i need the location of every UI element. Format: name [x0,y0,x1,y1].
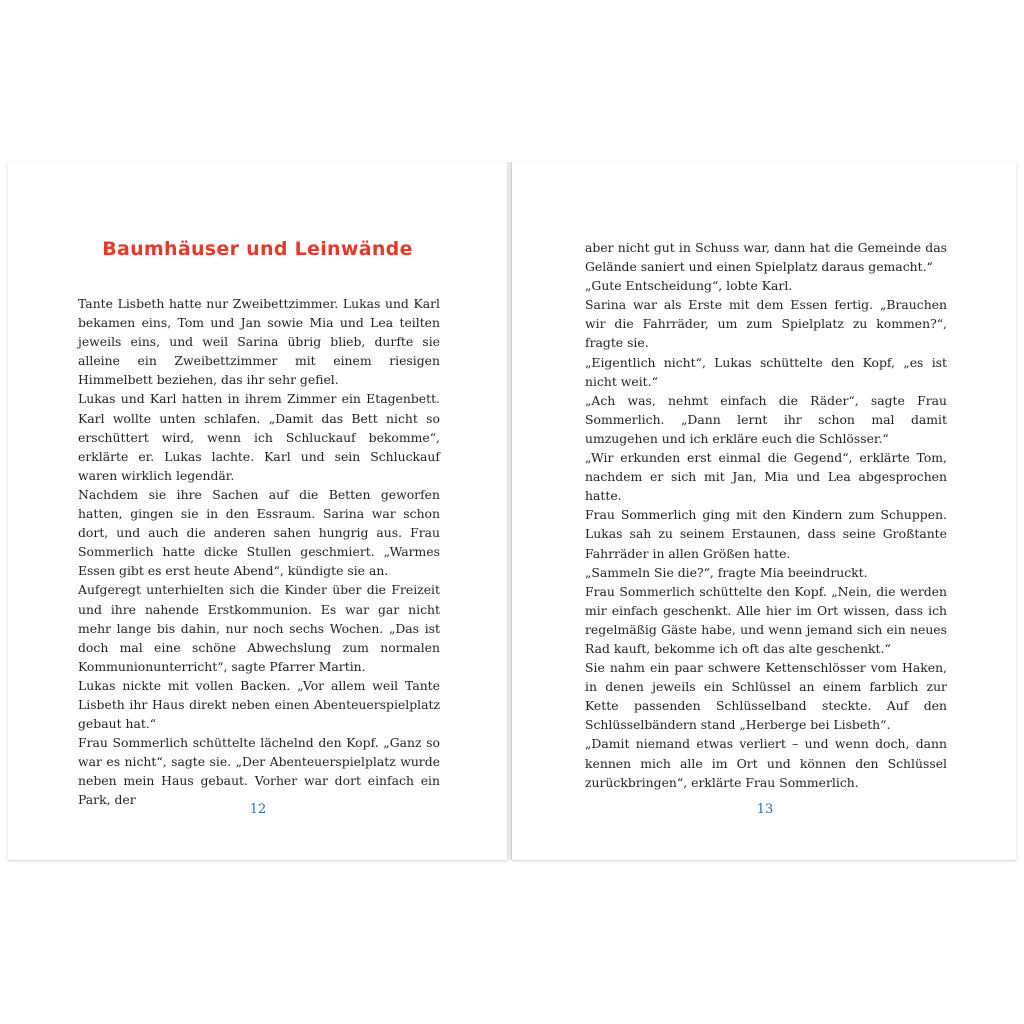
paragraph: Frau Sommerlich schüttelte den Kopf. „Nein, die werden mir einfach geschenkt. Alle hier im Ort wissen, dass ich regelmäßig Gäste habe, und wenn jemand sich ein neues Rad kauft, bekomme ich oft das alte geschenkt.“ [585,583,947,656]
paragraph: Lukas nickte mit vollen Backen. „Vor allem weil Tante Lisbeth ihr Haus direkt neben einen Abenteuerspielplatz gebaut hat.“ [78,677,440,732]
paragraph: Sarina war als Erste mit dem Essen fertig. „Brauchen wir die Fahrräder, um zum Spielplatz zu kommen?“, fragte sie. [585,297,947,351]
paragraph: „Damit niemand etwas verliert – und wenn doch, dann kennen mich alle im Ort und können den Schlüssel zurückbringen“, erklärte Frau Sommerlich. [585,736,947,790]
left-page [8,162,507,860]
paragraph: „Sammeln Sie die?“, fragte Mia beeindruckt. [585,564,868,580]
paragraph: „Ach was, nehmt einfach die Räder“, sagte Frau Sommerlich. „Dann lernt ihr schon mal damit umzugehen und ich erkläre euch die Schlösser.“ [585,392,947,446]
page-number-right: 13 [756,802,774,817]
paragraph: Frau Sommerlich ging mit den Kindern zum Schuppen. Lukas sah zu seinem Erstaunen, dass seine Großtante Fahrräder in allen Größen hatte. [585,507,947,561]
chapter-title: Baumhäuser und Leinwände [102,238,413,260]
paragraph: Frau Sommerlich schüttelte lächelnd den Kopf. „Ganz so war es nicht“, sagte sie. „Der Abenteuerspielplatz wurde neben mein Haus gebaut. Vorher war dort einfach ein Park, der [78,735,440,808]
paragraph: Tante Lisbeth hatte nur Zweibettzimmer. Lukas und Karl bekamen eins, Tom und Jan sowie Mia und Lea teilten jeweils eins, und weil Sarina übrig blieb, durfte sie alleine ein Zweibettzimmer mit einem riesigen Himmelbett beziehen, das ihr sehr gefiel. [78,296,440,388]
right-page [512,162,1016,860]
paragraph: Nachdem sie ihre Sachen auf die Betten geworfen hatten, gingen sie in den Essraum. Sarina war schon dort, und auch die anderen sahen hungrig aus. Frau Sommerlich hatte dicke Stullen geschmiert. „Warmes Essen gibt es erst heute Abend“, kündigte sie an. [78,486,440,579]
paragraph: Aufgeregt unterhielten sich die Kinder über die Freizeit und ihre nahende Erstkommunion. Es war gar nicht mehr lange bis dahin, nur noch sechs Wochen. „Das ist doch mal eine schöne Abwechslung zum normalen Kommunionunterricht“, sagte Pfarrer Martin. [78,582,440,674]
paragraph: aber nicht gut in Schuss war, dann hat die Gemeinde das Gelände saniert und einen Spielplatz daraus gemacht.“ [585,240,947,275]
book-spread [8,162,1016,860]
paragraph: Sie nahm ein paar schwere Kettenschlösser vom Haken, in denen jeweils ein Schlüssel an einem farblich zur Kette passenden Schlüsselband steckte. Auf den Schlüsselbändern stand „Herberge bei Lisbeth“. [585,660,947,733]
paragraph: „Wir erkunden erst einmal die Gegend“, erklärte Tom, nachdem er sich mit Jan, Mia und Lea abgesprochen hatte. [585,450,947,504]
paragraph: „Eigentlich nicht“, Lukas schüttelte den Kopf, „es ist nicht weit.“ [585,354,947,389]
page-number-left: 12 [249,802,267,817]
right-page-text [585,238,947,792]
paragraph: Lukas und Karl hatten in ihrem Zimmer ein Etagenbett. Karl wollte unten schlafen. „Damit das Bett nicht so erschüttert wird, wenn ich Schluckauf bekomme“, erklärte er. Lukas lachte. Karl und sein Schluckauf waren wirklich legendär. [78,391,440,483]
paragraph: „Gute Entscheidung“, lobte Karl. [585,278,793,294]
left-page-text [78,294,440,810]
